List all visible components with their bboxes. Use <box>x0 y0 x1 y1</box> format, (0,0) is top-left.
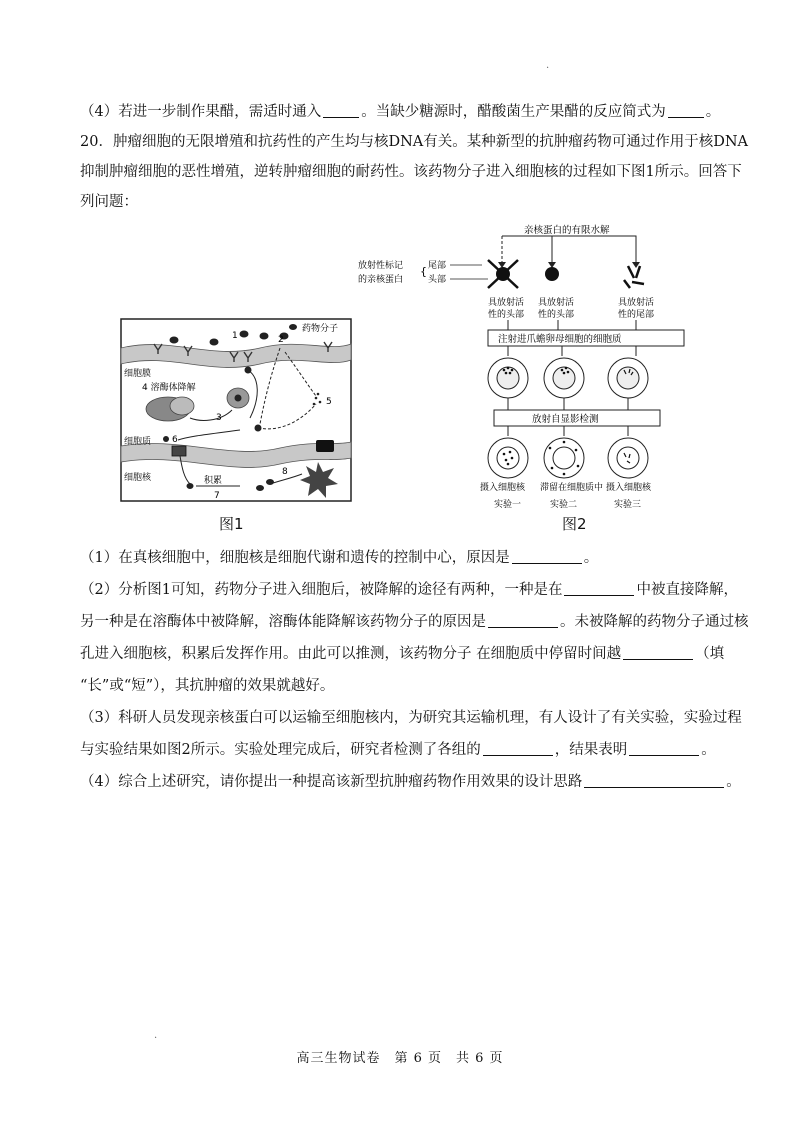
svg-text:具放射活: 具放射活 <box>618 298 655 308</box>
legend-label: 药物分子 <box>302 324 339 334</box>
svg-text:摄入细胞核: 摄入细胞核 <box>606 483 652 493</box>
sub-question-3-line-2: 与实验结果如图2所示。实验处理完成后，研究者检测了各组的 ，结果表明 。 <box>80 742 716 758</box>
stray-dot: . <box>546 60 550 71</box>
svg-text:2: 2 <box>278 335 284 345</box>
answer-blank[interactable] <box>323 103 359 118</box>
answer-blank[interactable] <box>629 741 699 756</box>
svg-text:尾部: 尾部 <box>428 261 447 271</box>
svg-text:6: 6 <box>172 435 178 445</box>
answer-blank[interactable] <box>623 645 693 660</box>
drug-molecule <box>260 333 269 340</box>
answer-blank[interactable] <box>668 103 704 118</box>
hydrolysis-label: 亲核蛋白的有限水解 <box>524 225 610 236</box>
answer-blank[interactable] <box>512 549 582 564</box>
q20-stem-line-3: 列问题： <box>80 194 138 210</box>
figure-2-caption: 图2 <box>562 515 587 533</box>
svg-text:8: 8 <box>282 467 288 477</box>
sub-question-2-line-3: 孔进入细胞核，积累后发挥作用。由此可以推测，该药物分子 在细胞质中停留时间越 （填 <box>80 646 725 662</box>
sub-question-2-line-2: 另一种是在溶酶体中被降解，溶酶体能降解该药物分子的原因是 。未被降解的药物分子通过核 <box>80 614 749 630</box>
answer-blank[interactable] <box>564 581 634 596</box>
page-footer: 高三生物试卷 第 6 页 共 6 页 <box>296 1051 504 1066</box>
svg-text:1: 1 <box>232 331 238 341</box>
svg-text:性的尾部: 性的尾部 <box>618 310 655 320</box>
figure-2-diagram <box>352 222 688 514</box>
drug-molecule <box>170 337 179 344</box>
svg-text:实验二: 实验二 <box>550 500 578 510</box>
q20-stem-line-2: 抑制肿瘤细胞的恶性增殖，逆转肿瘤细胞的耐药性。该药物分子进入细胞核的过程如下图1所示。回答下 <box>80 164 742 180</box>
svg-text:滞留在细胞质中: 滞留在细胞质中 <box>540 483 604 493</box>
svg-text:放射性标记: 放射性标记 <box>358 261 404 271</box>
detect-label: 放射自显影检测 <box>532 414 599 425</box>
q19-4-line: （4）若进一步制作果醋，需适时通入 。当缺少糖源时，醋酸菌生产果醋的反应简式为 。 <box>80 104 721 120</box>
answer-blank[interactable] <box>584 773 724 788</box>
inject-label: 注射进爪蟾卵母细胞的细胞质 <box>498 334 622 345</box>
svg-text:性的头部: 性的头部 <box>538 310 575 320</box>
svg-text:头部: 头部 <box>428 275 447 285</box>
lysosome-label: 4 溶酶体降解 <box>142 383 196 393</box>
svg-text:5: 5 <box>326 397 332 407</box>
sub-question-1: （1）在真核细胞中，细胞核是细胞代谢和遗传的控制中心，原因是 。 <box>80 550 599 566</box>
q20-stem-line-1: 20．肿瘤细胞的无限增殖和抗药性的产生均与核DNA有关。某种新型的抗肿瘤药物可通过作用于核DNA <box>80 134 749 150</box>
svg-text:{: { <box>420 265 427 278</box>
stray-dot: . <box>154 1030 158 1041</box>
accumulate-label: 积累 <box>204 476 223 486</box>
svg-text:具放射活: 具放射活 <box>488 298 525 308</box>
answer-blank[interactable] <box>483 741 553 756</box>
svg-text:的亲核蛋白: 的亲核蛋白 <box>358 275 404 285</box>
svg-text:摄入细胞核: 摄入细胞核 <box>480 483 526 493</box>
svg-text:具放射活: 具放射活 <box>538 298 575 308</box>
sub-question-2-line-4: “长”或“短”），其抗肿瘤的效果就越好。 <box>80 678 335 694</box>
membrane-label: 细胞膜 <box>124 369 152 379</box>
svg-text:实验三: 实验三 <box>614 500 642 510</box>
sub-question-2-line-1: （2）分析图1可知，药物分子进入细胞后，被降解的途径有两种，一种是在 中被直接降解， <box>80 582 738 598</box>
svg-text:实验一: 实验一 <box>494 500 522 510</box>
sub-question-4: （4）综合上述研究，请你提出一种提高该新型抗肿瘤药物作用效果的设计思路 。 <box>80 774 741 790</box>
figure-1-diagram <box>120 318 352 502</box>
sub-question-3-line-1: （3）科研人员发现亲核蛋白可以运输至细胞核内，为研究其运输机理，有人设计了有关实验，实验过程 <box>80 710 742 726</box>
figure-1-caption: 图1 <box>219 515 244 533</box>
nucleus-label: 细胞核 <box>124 473 152 483</box>
svg-text:7: 7 <box>214 491 220 501</box>
cytoplasm-label: 细胞质 <box>124 437 152 447</box>
svg-text:性的头部: 性的头部 <box>488 310 525 320</box>
drug-molecule <box>240 331 249 338</box>
answer-blank[interactable] <box>488 613 558 628</box>
drug-molecule <box>210 339 219 346</box>
svg-text:3: 3 <box>216 413 222 423</box>
